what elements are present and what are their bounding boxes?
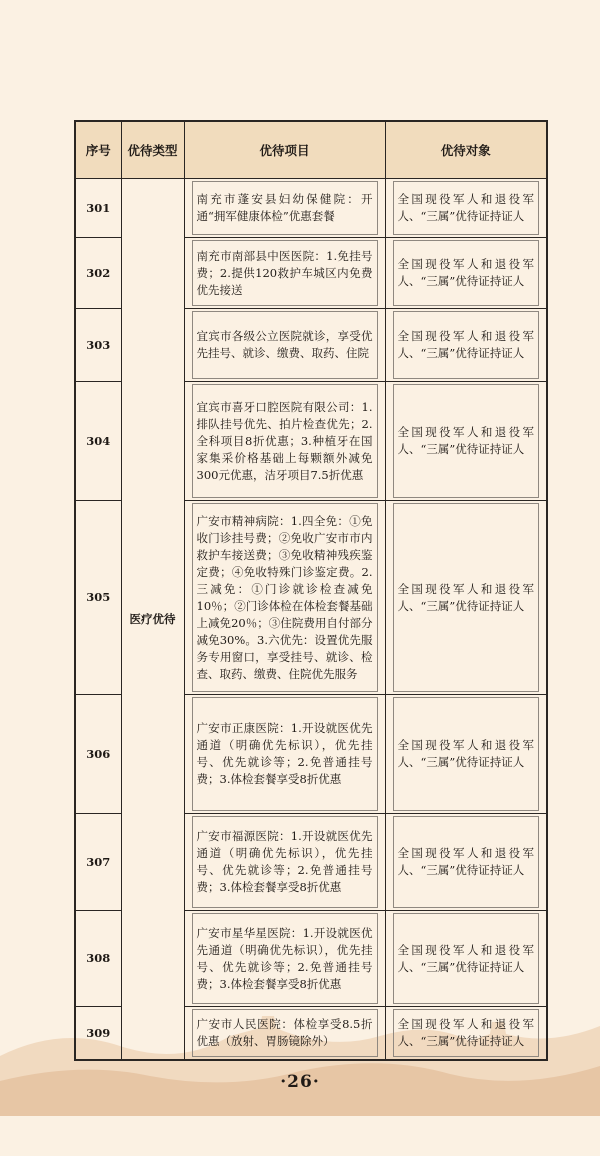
header-serial-number: 序号 [75,121,121,179]
row-number: 308 [75,911,121,1007]
row-item: 宜宾市各级公立医院就诊，享受优先挂号、就诊、缴费、取药、住院 [184,309,385,382]
row-target: 全国现役军人和退役军人、“三属”优待证持证人 [385,814,547,911]
row-number: 303 [75,309,121,382]
row-number: 306 [75,695,121,814]
row-item: 宜宾市喜牙口腔医院有限公司：1.排队挂号优先、拍片检查优先；2.全科项目8折优惠；3.种植牙在国家集采价格基础上每颗额外减免300元优惠，洁牙项目7.5折优惠 [184,382,385,501]
row-target: 全国现役军人和退役军人、“三属”优待证持证人 [385,179,547,238]
row-target: 全国现役军人和退役军人、“三属”优待证持证人 [385,382,547,501]
row-item: 广安市星华星医院：1.开设就医优先通道（明确优先标识），优先挂号、优先就诊等；2.免普通挂号费；3.体检套餐享受8折优惠 [184,911,385,1007]
row-number: 305 [75,501,121,695]
row-target: 全国现役军人和退役军人、“三属”优待证持证人 [385,695,547,814]
row-target: 全国现役军人和退役军人、“三属”优待证持证人 [385,309,547,382]
row-number: 302 [75,238,121,309]
header-treatment-type: 优待类型 [121,121,184,179]
page-number: ·26· [280,1072,320,1092]
header-treatment-item: 优待项目 [184,121,385,179]
row-item: 南充市蓬安县妇幼保健院：开通“拥军健康体检”优惠套餐 [184,179,385,238]
preferential-treatment-table-container [74,120,546,1061]
row-target: 全国现役军人和退役军人、“三属”优待证持证人 [385,501,547,695]
row-target: 全国现役军人和退役军人、“三属”优待证持证人 [385,1007,547,1061]
row-target: 全国现役军人和退役军人、“三属”优待证持证人 [385,238,547,309]
row-item: 广安市精神病院：1.四全免：①免收门诊挂号费；②免收广安市市内救护车接送费；③免收精神残疾鉴定费；④免收特殊门诊鉴定费。2.三减免：①门诊就诊检查减免10％；②门诊体检在体检套餐基础上减免20％；③住院费用自付部分减免30%。3.六优先：设置优先服务专用窗口，享受挂号、就诊、检查、取药、缴费、住院优先服务 [184,501,385,695]
header-treatment-target: 优待对象 [385,121,547,179]
row-item: 广安市正康医院：1.开设就医优先通道（明确优先标识），优先挂号、优先就诊等；2.免普通挂号费；3.体检套餐享受8折优惠 [184,695,385,814]
row-target: 全国现役军人和退役军人、“三属”优待证持证人 [385,911,547,1007]
row-item: 广安市福源医院：1.开设就医优先通道（明确优先标识），优先挂号、优先就诊等；2.免普通挂号费；3.体检套餐享受8折优惠 [184,814,385,911]
table-header-row [75,121,547,179]
row-item: 南充市南部县中医医院：1.免挂号费；2.提供120救护车城区内免费优先接送 [184,238,385,309]
preferential-treatment-table [74,120,548,1061]
row-number: 309 [75,1007,121,1061]
row-item: 广安市人民医院：体检享受8.5折优惠（放射、胃肠镜除外） [184,1007,385,1061]
category-cell: 医疗优待 [121,179,184,1061]
row-number: 301 [75,179,121,238]
row-number: 304 [75,382,121,501]
row-number: 307 [75,814,121,911]
table-row [75,179,547,238]
